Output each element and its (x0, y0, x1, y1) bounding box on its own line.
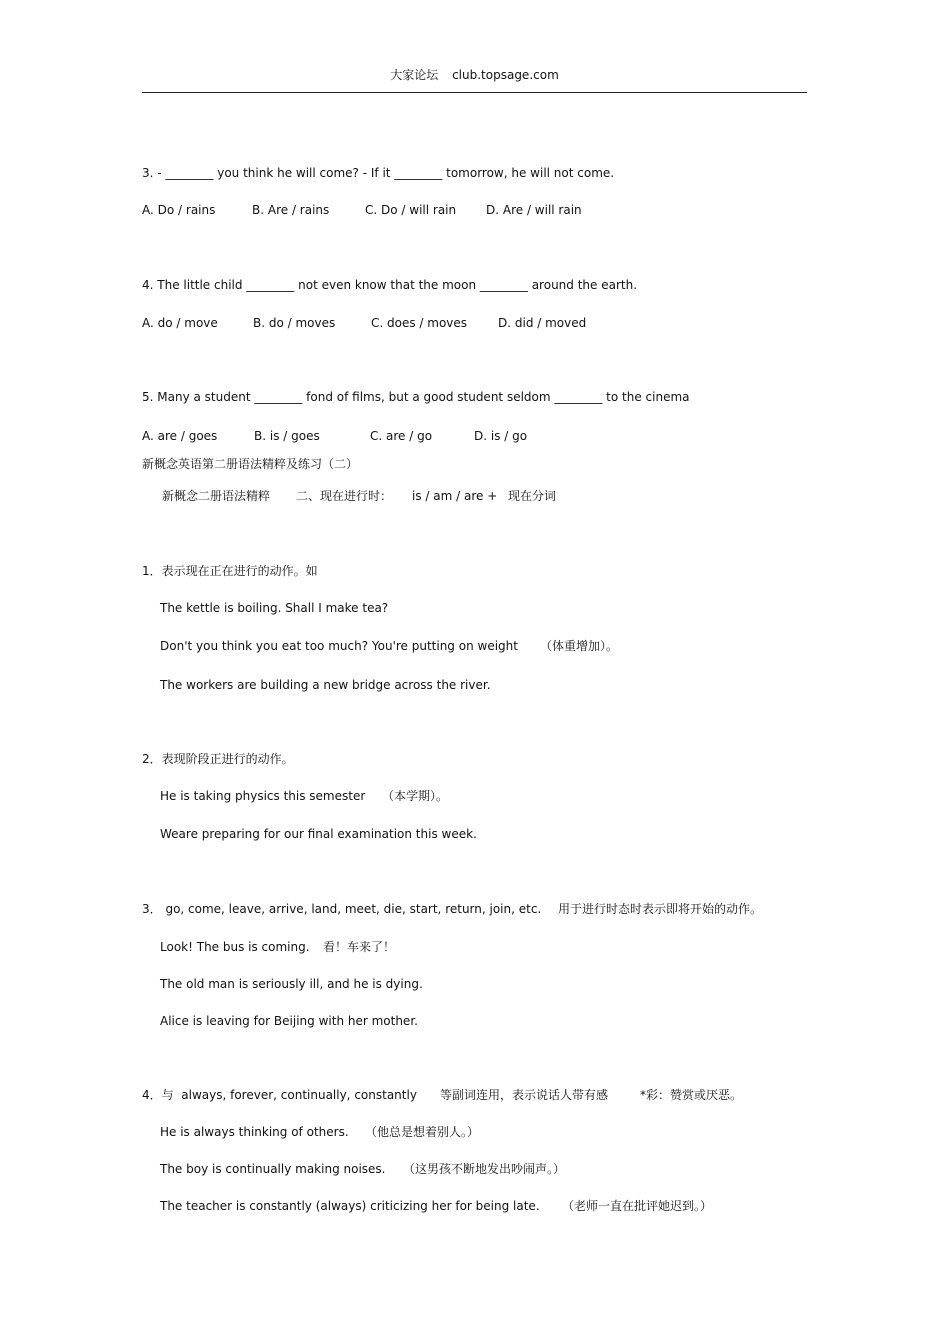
section-subtitle-b: 二、现在进行时： (296, 489, 393, 503)
point-2-example-1-note: （本学期）。 (382, 789, 449, 803)
q5-option-a: A. are / goes (142, 429, 218, 443)
point-2-example-2: Weare preparing for our final examination this week. (160, 827, 477, 841)
q3-option-a: A. Do / rains (142, 203, 216, 217)
point-3-example-3: Alice is leaving for Beijing with her mother. (160, 1014, 418, 1028)
q5-option-c: C. are / go (370, 429, 433, 443)
point-3-example-2: The old man is seriously ill, and he is dying. (160, 977, 423, 991)
point-4-heading-end: *彩：赞赏或厌恶。 (640, 1088, 743, 1102)
point-4-example-2-note: （这男孩不断地发出吵闹声。） (403, 1162, 566, 1176)
q3-option-c: C. Do / will rain (365, 203, 457, 217)
q5-option-d: D. is / go (474, 429, 528, 443)
site-url: club.topsage.com (452, 68, 559, 82)
point-4-example-3-note: （老师一直在批评她迟到。） (562, 1199, 713, 1213)
q3-option-b: B. Are / rains (252, 203, 330, 217)
point-4-example-1: He is always thinking of others. (160, 1125, 349, 1139)
question-3: 3. - ________ you think he will come? - If it ________ tomorrow, he will not come. (142, 166, 615, 180)
q4-option-a: A. do / move (142, 316, 218, 330)
section-subtitle-d: 现在分词 (508, 489, 557, 503)
point-4-example-1-note: （他总是想着别人。） (365, 1125, 480, 1139)
point-3-heading: 3． go, come, leave, arrive, land, meet, die, start, return, join, etc. (142, 902, 542, 916)
point-1-example-2-note: （体重增加）。 (540, 639, 619, 653)
point-3-heading-note: 用于进行时态时表示即将开始的动作。 (558, 902, 763, 916)
q5-option-b: B. is / goes (254, 429, 320, 443)
question-4: 4. The little child ________ not even know that the moon ________ around the earth. (142, 278, 638, 292)
point-4-example-2: The boy is continually making noises. (160, 1162, 386, 1176)
q4-option-d: D. did / moved (498, 316, 587, 330)
point-1-example-2: Don't you think you eat too much? You're putting on weight (160, 639, 518, 653)
point-4-heading: 4．与 always, forever, continually, constantly (142, 1088, 417, 1102)
q4-option-b: B. do / moves (253, 316, 336, 330)
point-4-example-3: The teacher is constantly (always) criticizing her for being late. (160, 1199, 540, 1213)
q4-option-c: C. does / moves (371, 316, 468, 330)
section-subtitle-a: 新概念二册语法精粹 (162, 489, 271, 503)
point-2-heading: 2．表现阶段正进行的动作。 (142, 752, 294, 766)
point-4-heading-middle: 等副词连用，表示说话人带有感 (440, 1088, 609, 1102)
section-title: 新概念英语第二册语法精粹及练习（二） (142, 457, 359, 471)
point-1-heading: 1．表示现在正在进行的动作。如 (142, 564, 318, 578)
section-subtitle-c: is / am / are + (412, 489, 498, 503)
page-header (142, 66, 807, 93)
point-1-example-1: The kettle is boiling. Shall I make tea? (160, 601, 389, 615)
question-5: 5. Many a student ________ fond of films, but a good student seldom ________ to the cinema (142, 390, 690, 404)
q3-option-d: D. Are / will rain (486, 203, 582, 217)
point-2-example-1: He is taking physics this semester (160, 789, 366, 803)
point-3-example-1: Look! The bus is coming. (160, 940, 310, 954)
point-1-example-3: The workers are building a new bridge across the river. (160, 678, 491, 692)
site-name: 大家论坛 (390, 68, 439, 82)
point-3-example-1-note: 看！车来了！ (323, 940, 396, 954)
